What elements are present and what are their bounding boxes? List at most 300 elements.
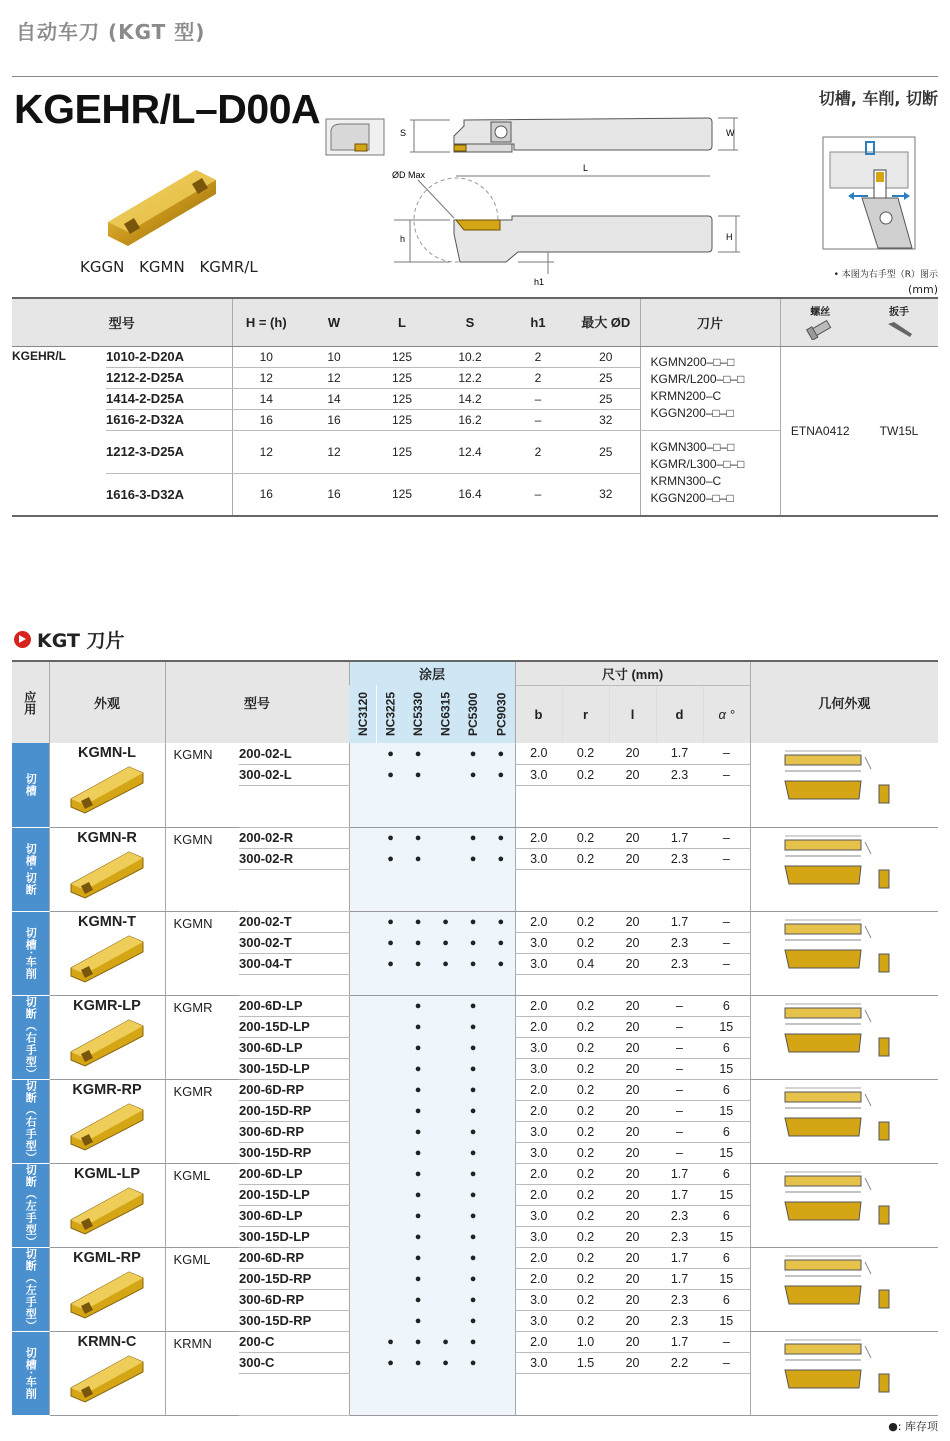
arrow-bullet-icon xyxy=(14,631,31,648)
cell-H: 10 xyxy=(232,346,300,367)
geometry-icon xyxy=(779,998,909,1074)
coating-cell xyxy=(432,1163,459,1184)
dimension-cell: 20 xyxy=(609,995,656,1016)
dimension-cell: 15 xyxy=(703,1184,750,1205)
insert-series: KGMN xyxy=(165,743,239,827)
insert-model: 300-C xyxy=(239,1352,349,1373)
coating-cell: ● xyxy=(487,764,515,785)
header-screw xyxy=(780,298,860,346)
coating-cell xyxy=(377,1142,404,1163)
insert-image xyxy=(67,1100,147,1152)
header-H: H = (h) xyxy=(232,298,300,346)
dimension-cell: 3.0 xyxy=(515,1142,562,1163)
dimension-cell: 0.2 xyxy=(562,1247,609,1268)
insert-model: 300-15D-RP xyxy=(239,1142,349,1163)
dim-b: b xyxy=(515,685,562,743)
insert-model: 200-6D-LP xyxy=(239,995,349,1016)
coating-cell xyxy=(432,1247,459,1268)
holder-row xyxy=(12,346,938,367)
insert-model: 300-02-T xyxy=(239,932,349,953)
dimension-cell: 3.0 xyxy=(515,848,562,869)
dimension-cell: – xyxy=(703,1352,750,1373)
grade-pc9030: PC9030 xyxy=(487,685,515,743)
dimension-cell: 2.3 xyxy=(656,1205,703,1226)
coating-cell: ● xyxy=(459,1100,487,1121)
cell-S: 14.2 xyxy=(436,388,504,409)
dimension-cell: 6 xyxy=(703,995,750,1016)
coating-cell xyxy=(377,1289,404,1310)
application-label: 切槽 xyxy=(12,743,49,827)
dimension-cell: 3.0 xyxy=(515,1289,562,1310)
insert-series: KRMN xyxy=(165,1331,239,1415)
dimension-cell: 20 xyxy=(609,1226,656,1247)
insert-item: KGMN200–□–□ xyxy=(650,355,735,369)
coating-cell xyxy=(487,1247,515,1268)
insert-image xyxy=(67,763,147,815)
coating-cell: ● xyxy=(404,1289,432,1310)
dimension-cell: 20 xyxy=(609,911,656,932)
coating-cell xyxy=(377,1163,404,1184)
dimension-cell: 6 xyxy=(703,1289,750,1310)
header-S: S xyxy=(436,298,504,346)
coating-cell: ● xyxy=(487,953,515,974)
coating-cell xyxy=(349,1079,377,1100)
coating-cell: ● xyxy=(432,953,459,974)
insert-model: 300-15D-LP xyxy=(239,1058,349,1079)
cell-H: 16 xyxy=(232,473,300,516)
coating-cell: ● xyxy=(404,1331,432,1352)
coating-cell: ● xyxy=(459,1289,487,1310)
insert-types-caption: KGGN KGMN KGMR/L xyxy=(80,258,258,276)
dimension-cell: 0.2 xyxy=(562,1100,609,1121)
dimension-cell: – xyxy=(656,1142,703,1163)
coating-cell xyxy=(377,1205,404,1226)
cell-L: 125 xyxy=(368,388,436,409)
dimension-cell: 20 xyxy=(609,1016,656,1037)
insert-item: KGMR/L300–□–□ xyxy=(650,456,745,471)
coating-cell: ● xyxy=(377,764,404,785)
geometry-icon xyxy=(779,1334,909,1410)
dimension-cell: – xyxy=(703,827,750,848)
insert-model: 300-15D-LP xyxy=(239,1226,349,1247)
dimension-cell: 3.0 xyxy=(515,932,562,953)
insert-model: 200-6D-LP xyxy=(239,1163,349,1184)
screw-code: ETNA0412 xyxy=(780,346,860,516)
coating-cell: ● xyxy=(377,848,404,869)
dimension-cell: 0.2 xyxy=(562,911,609,932)
dimension-cell: 6 xyxy=(703,1205,750,1226)
kgt-section-title-text: KGT 刀片 xyxy=(37,630,125,652)
coating-cell xyxy=(487,1058,515,1079)
coating-cell xyxy=(487,1184,515,1205)
coating-cell xyxy=(432,1079,459,1100)
dimension-cell: 0.2 xyxy=(562,1310,609,1331)
application-label: 切断（左手型） xyxy=(12,1247,49,1331)
coating-cell xyxy=(432,1226,459,1247)
insert-model: 200-15D-LP xyxy=(239,1016,349,1037)
coating-cell: ● xyxy=(404,1205,432,1226)
screw-icon xyxy=(806,318,834,340)
coating-cell xyxy=(349,1184,377,1205)
cell-H: 16 xyxy=(232,409,300,430)
kgt-table-body xyxy=(12,743,938,1415)
coating-cell xyxy=(349,743,377,764)
insert-model: 200-15D-RP xyxy=(239,1268,349,1289)
dimension-cell: 2.3 xyxy=(656,764,703,785)
insert-model: 200-02-L xyxy=(239,743,349,764)
dimension-cell: 20 xyxy=(609,932,656,953)
top-divider xyxy=(12,76,938,77)
dimension-cell: – xyxy=(656,995,703,1016)
coating-cell: ● xyxy=(404,911,432,932)
coating-cell: ● xyxy=(404,1268,432,1289)
dimension-cell: 20 xyxy=(609,827,656,848)
coating-cell: ● xyxy=(459,1016,487,1037)
insert-item: KRMN200–C xyxy=(650,389,722,403)
coating-cell: ● xyxy=(404,1184,432,1205)
coating-cell xyxy=(432,1310,459,1331)
coating-cell: ● xyxy=(459,1310,487,1331)
geometry-drawing xyxy=(750,1247,938,1331)
insert-model: 300-6D-LP xyxy=(239,1037,349,1058)
coating-cell: ● xyxy=(377,953,404,974)
dimension-cell: 15 xyxy=(703,1226,750,1247)
dimension-cell: 3.0 xyxy=(515,1310,562,1331)
dimension-cell: 2.3 xyxy=(656,953,703,974)
coating-cell xyxy=(487,1289,515,1310)
cell-h1: – xyxy=(504,409,572,430)
geometry-icon xyxy=(779,830,909,906)
header-wrench xyxy=(860,298,938,346)
dimension-cell: – xyxy=(703,953,750,974)
coating-cell: ● xyxy=(459,932,487,953)
coating-cell: ● xyxy=(459,911,487,932)
insert-model: 200-02-T xyxy=(239,911,349,932)
coating-cell: ● xyxy=(459,1079,487,1100)
wrench-icon xyxy=(884,318,914,340)
dimension-cell: 20 xyxy=(609,1289,656,1310)
coating-cell xyxy=(349,827,377,848)
coating-cell: ● xyxy=(404,1226,432,1247)
dimension-cell: 2.0 xyxy=(515,1268,562,1289)
insert-series: KGML xyxy=(165,1247,239,1331)
coating-cell: ● xyxy=(459,764,487,785)
dimension-cell: 3.0 xyxy=(515,1226,562,1247)
dimension-cell: 0.4 xyxy=(562,953,609,974)
dimension-cell: 20 xyxy=(609,1058,656,1079)
stock-legend: ●: 库存项 xyxy=(888,1420,938,1433)
insert-appearance xyxy=(49,743,165,827)
coating-cell xyxy=(349,1247,377,1268)
dimension-cell: 15 xyxy=(703,1142,750,1163)
header-insert: 刀片 xyxy=(640,298,780,346)
coating-cell: ● xyxy=(459,953,487,974)
coating-cell xyxy=(349,1352,377,1373)
insert-appearance xyxy=(49,1079,165,1163)
coating-cell: ● xyxy=(404,1037,432,1058)
coating-cell xyxy=(349,764,377,785)
cell-S: 12.4 xyxy=(436,430,504,473)
dimension-cell: 2.0 xyxy=(515,1247,562,1268)
dimension-cell: 2.2 xyxy=(656,1352,703,1373)
cell-S: 16.4 xyxy=(436,473,504,516)
insert-family-name: KGML-LP xyxy=(73,1165,141,1182)
coating-cell xyxy=(432,1121,459,1142)
dimension-cell: – xyxy=(656,1079,703,1100)
dimension-cell: 1.7 xyxy=(656,827,703,848)
dimension-cell: 15 xyxy=(703,1100,750,1121)
grade-pc5300: PC5300 xyxy=(459,685,487,743)
coating-cell xyxy=(487,1142,515,1163)
geometry-icon xyxy=(779,1250,909,1326)
insert-family-name: KGMN-T xyxy=(78,913,136,930)
header-size: 尺寸 (mm) xyxy=(515,661,750,685)
dimension-cell: 6 xyxy=(703,1163,750,1184)
insert-image xyxy=(67,1016,147,1068)
dimension-cell: 20 xyxy=(609,764,656,785)
dimension-cell: 3.0 xyxy=(515,953,562,974)
insert-series: KGMR xyxy=(165,1079,239,1163)
coating-cell: ● xyxy=(432,1352,459,1373)
insert-model: 300-02-L xyxy=(239,764,349,785)
dimension-cell: 1.7 xyxy=(656,1247,703,1268)
coating-cell xyxy=(349,953,377,974)
unit-label: (mm) xyxy=(907,283,938,296)
cell-S: 12.2 xyxy=(436,367,504,388)
holder-end-view-icon xyxy=(325,118,385,156)
insert-family-name: KRMN-C xyxy=(77,1333,137,1350)
holder-code: 1212-3-D25A xyxy=(106,430,232,473)
coating-cell: ● xyxy=(459,1268,487,1289)
dimension-cell: 15 xyxy=(703,1016,750,1037)
header-geometry: 几何外观 xyxy=(750,661,938,743)
cell-h1: 2 xyxy=(504,346,572,367)
insert-series: KGMN xyxy=(165,827,239,911)
coating-cell xyxy=(349,1289,377,1310)
dimension-cell: 2.3 xyxy=(656,932,703,953)
cell-h1: – xyxy=(504,388,572,409)
insert-appearance xyxy=(49,827,165,911)
coating-cell: ● xyxy=(459,743,487,764)
dimension-cell: 3.0 xyxy=(515,1352,562,1373)
insert-model: 300-15D-RP xyxy=(239,1310,349,1331)
holder-spec-table xyxy=(12,297,938,517)
insert-family-name: KGMN-L xyxy=(78,745,136,761)
dim-label-od-max: ØD Max xyxy=(392,170,426,180)
coating-cell: ● xyxy=(459,848,487,869)
coating-cell: ● xyxy=(487,932,515,953)
dim-label-s: S xyxy=(400,128,407,138)
header-h1: h1 xyxy=(504,298,572,346)
insert-model: 300-04-T xyxy=(239,953,349,974)
coating-cell xyxy=(487,1352,515,1373)
dimension-cell: 20 xyxy=(609,953,656,974)
dimension-cell: – xyxy=(656,1100,703,1121)
coating-cell xyxy=(349,995,377,1016)
insert-row xyxy=(12,911,938,932)
cell-D: 20 xyxy=(572,346,640,367)
dimension-cell: 0.2 xyxy=(562,1184,609,1205)
dimension-cell: 20 xyxy=(609,1121,656,1142)
geometry-drawing xyxy=(750,1079,938,1163)
insert-model: 200-02-R xyxy=(239,827,349,848)
dimension-cell: 0.2 xyxy=(562,827,609,848)
dimension-cell: – xyxy=(703,848,750,869)
holder-code: 1616-2-D32A xyxy=(106,409,232,430)
dimension-cell: 1.7 xyxy=(656,1184,703,1205)
cell-S: 10.2 xyxy=(436,346,504,367)
cell-D: 32 xyxy=(572,473,640,516)
dimension-cell: 20 xyxy=(609,1247,656,1268)
coating-cell: ● xyxy=(404,1142,432,1163)
geometry-drawing xyxy=(750,827,938,911)
coating-cell: ● xyxy=(459,995,487,1016)
dimension-cell: 2.0 xyxy=(515,1163,562,1184)
coating-cell xyxy=(349,1121,377,1142)
coating-cell xyxy=(377,1079,404,1100)
holder-code: 1010-2-D20A xyxy=(106,346,232,367)
coating-cell xyxy=(377,1100,404,1121)
coating-cell: ● xyxy=(487,911,515,932)
dimension-cell: 2.3 xyxy=(656,1226,703,1247)
coating-cell xyxy=(377,1016,404,1037)
dimension-cell: – xyxy=(656,1016,703,1037)
coating-cell: ● xyxy=(459,1352,487,1373)
coating-cell: ● xyxy=(377,1352,404,1373)
insert-family-name: KGMR-LP xyxy=(73,997,141,1014)
dim-label-w: W xyxy=(726,128,735,138)
operations-label: 切槽, 车削, 切断 xyxy=(818,89,938,108)
coating-cell xyxy=(487,1079,515,1100)
application-label: 切槽·车削 xyxy=(12,1331,49,1415)
coating-cell xyxy=(349,1205,377,1226)
header-L: L xyxy=(368,298,436,346)
cell-h1: – xyxy=(504,473,572,516)
coating-cell: ● xyxy=(404,1247,432,1268)
coating-cell xyxy=(377,995,404,1016)
coating-cell: ● xyxy=(404,764,432,785)
geometry-icon xyxy=(779,745,909,821)
coating-cell xyxy=(377,1247,404,1268)
dim-label-h: h xyxy=(400,234,406,244)
application-label: 切断（右手型） xyxy=(12,1079,49,1163)
coating-cell xyxy=(432,1016,459,1037)
insert-appearance xyxy=(49,1247,165,1331)
coating-cell: ● xyxy=(404,1058,432,1079)
insert-row xyxy=(12,1163,938,1184)
cell-L: 125 xyxy=(368,346,436,367)
cell-H: 12 xyxy=(232,430,300,473)
insert-model: 300-6D-LP xyxy=(239,1205,349,1226)
dimension-cell: 2.0 xyxy=(515,995,562,1016)
dimension-cell: 0.2 xyxy=(562,1142,609,1163)
dimension-cell: 0.2 xyxy=(562,1037,609,1058)
coating-cell: ● xyxy=(459,1226,487,1247)
holder-code: 1616-3-D32A xyxy=(106,473,232,516)
coating-cell: ● xyxy=(377,911,404,932)
geometry-drawing xyxy=(750,1163,938,1247)
coating-cell xyxy=(432,1037,459,1058)
coating-cell: ● xyxy=(487,848,515,869)
insert-appearance xyxy=(49,1163,165,1247)
cell-D: 25 xyxy=(572,430,640,473)
dimension-cell: – xyxy=(703,764,750,785)
dimension-cell: – xyxy=(656,1037,703,1058)
holder-header-row xyxy=(12,298,938,346)
cell-W: 16 xyxy=(300,409,368,430)
coating-cell: ● xyxy=(404,1352,432,1373)
cell-L: 125 xyxy=(368,473,436,516)
dimension-cell: 20 xyxy=(609,1205,656,1226)
insert-row xyxy=(12,1079,938,1100)
insert-family-name: KGML-RP xyxy=(73,1249,141,1266)
compatible-inserts-size3 xyxy=(640,430,780,516)
cell-h1: 2 xyxy=(504,430,572,473)
coating-cell: ● xyxy=(459,1163,487,1184)
insert-family-name: KGMN-R xyxy=(77,829,137,846)
dimension-cell: 0.2 xyxy=(562,1121,609,1142)
grade-nc3225: NC3225 xyxy=(377,685,404,743)
insert-image xyxy=(67,932,147,984)
coating-cell: ● xyxy=(377,827,404,848)
coating-cell xyxy=(432,764,459,785)
application-label: 切断（右手型） xyxy=(12,995,49,1079)
coating-cell xyxy=(377,1184,404,1205)
geometry-drawing xyxy=(750,1331,938,1415)
insert-model: 300-6D-RP xyxy=(239,1121,349,1142)
insert-series: KGML xyxy=(165,1163,239,1247)
doc-title: 自动车刀 (KGT 型) xyxy=(16,20,206,44)
coating-cell: ● xyxy=(404,827,432,848)
dimension-cell: 20 xyxy=(609,1163,656,1184)
coating-cell xyxy=(432,995,459,1016)
dim-label-H: H xyxy=(726,232,733,242)
geometry-icon xyxy=(779,1082,909,1158)
coating-cell: ● xyxy=(404,1079,432,1100)
dimension-cell: 1.7 xyxy=(656,911,703,932)
header-W: W xyxy=(300,298,368,346)
coating-cell xyxy=(377,1310,404,1331)
dimension-cell: 20 xyxy=(609,1352,656,1373)
geometry-drawing xyxy=(750,743,938,827)
dimension-cell: 2.0 xyxy=(515,1100,562,1121)
product-code: KGEHR/L–D00A xyxy=(14,86,321,132)
coating-cell: ● xyxy=(404,1163,432,1184)
insert-series: KGMR xyxy=(165,995,239,1079)
insert-model: 200-6D-RP xyxy=(239,1247,349,1268)
coating-cell xyxy=(432,1058,459,1079)
dimension-cell: – xyxy=(703,1331,750,1352)
wrench-code: TW15L xyxy=(860,346,938,516)
dimension-cell: 2.0 xyxy=(515,1331,562,1352)
coating-cell xyxy=(432,848,459,869)
coating-cell xyxy=(432,1205,459,1226)
coating-cell: ● xyxy=(459,1121,487,1142)
coating-cell xyxy=(349,1058,377,1079)
dimension-cell: 15 xyxy=(703,1058,750,1079)
insert-item: KGGN200–□–□ xyxy=(650,490,734,505)
application-label: 切槽·车削 xyxy=(12,911,49,995)
coating-cell: ● xyxy=(377,1331,404,1352)
coating-cell xyxy=(349,1100,377,1121)
insert-image xyxy=(67,1184,147,1236)
dimension-cell: 1.0 xyxy=(562,1331,609,1352)
coating-cell xyxy=(349,848,377,869)
insert-item: KRMN300–C xyxy=(650,473,722,488)
coating-cell xyxy=(487,1310,515,1331)
application-label: 切槽·切断 xyxy=(12,827,49,911)
kgt-section-title xyxy=(14,626,125,653)
